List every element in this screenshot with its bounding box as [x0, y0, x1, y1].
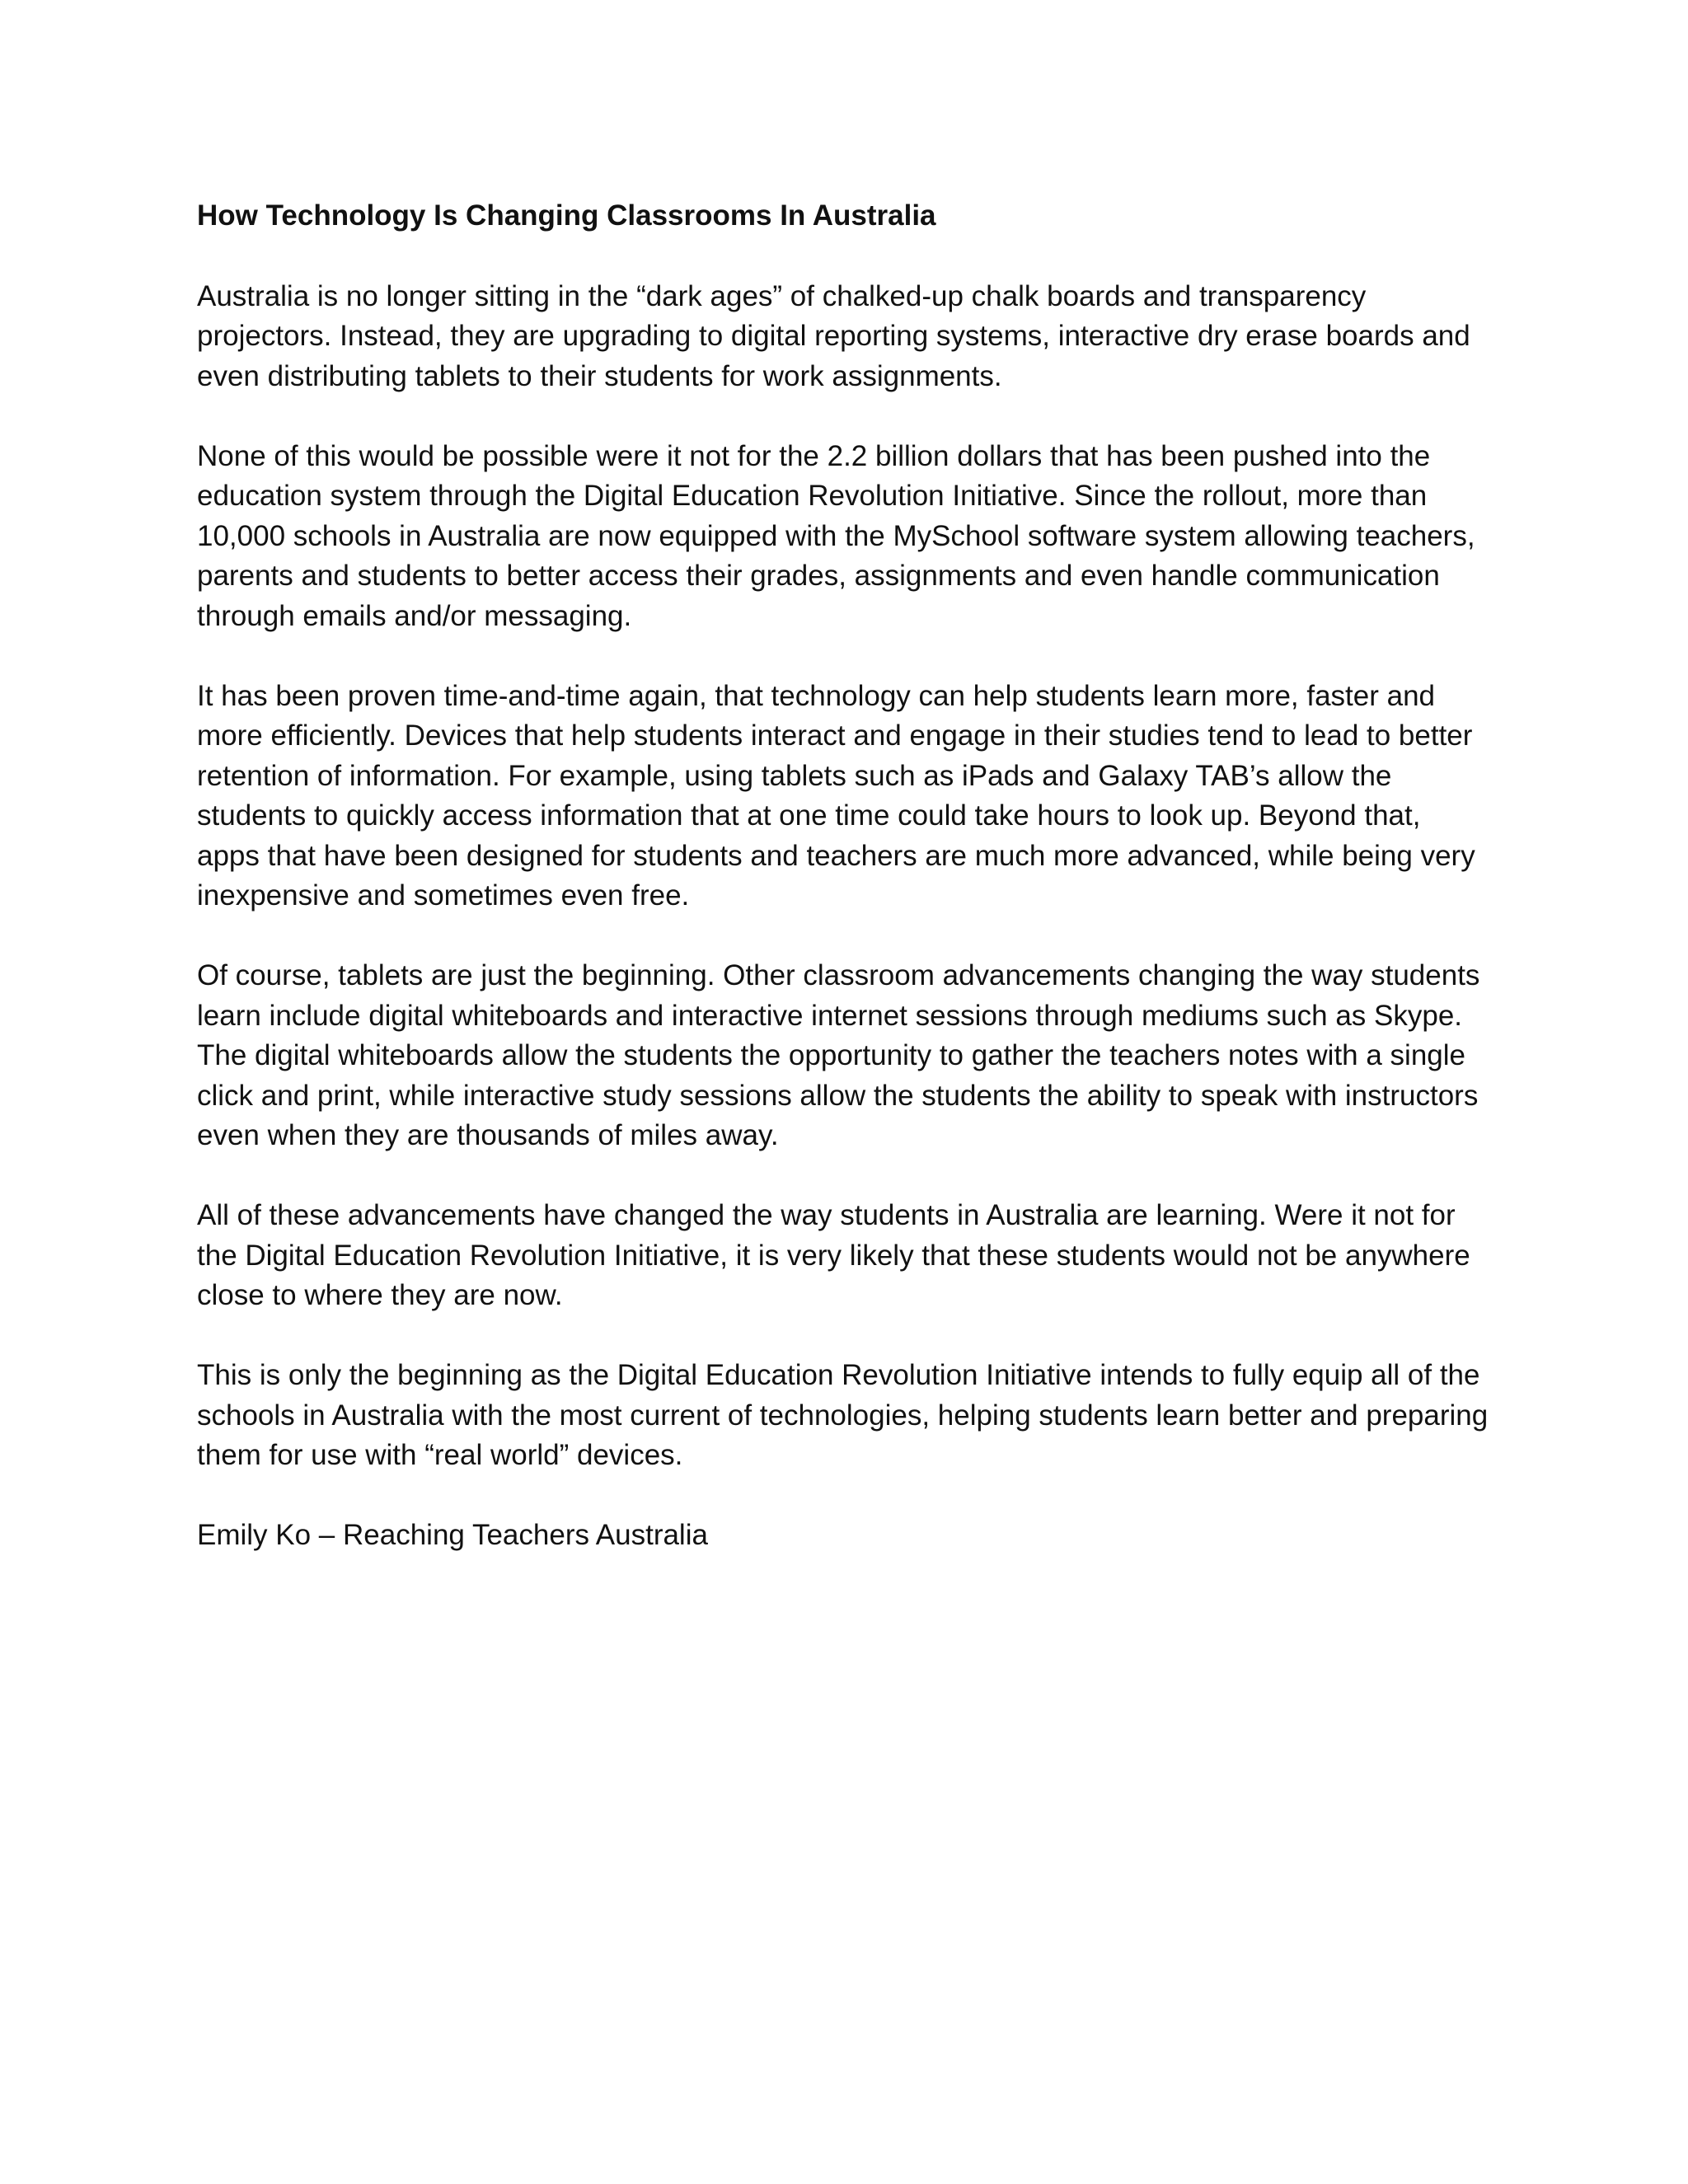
- paragraph-tablets: It has been proven time-and-time again, that technology can help students learn more, faster and more efficiently. Devices that help students interact and engage in their studies tend to lead to better retention of information. For example, using tablets such as iPads and Galaxy TAB’s allow the students to quickly access information that at one time could take hours to look up. Beyond that, apps that have been designed for students and teachers are much more advanced, while being very inexpensive and sometimes even free.: [197, 679, 1475, 912]
- paragraph-conclusion: This is only the beginning as the Digital Education Revolution Initiative intends to fully equip all of the schools in Australia with the most current of technologies, helping students learn better and preparing them for use with “real world” devices.: [197, 1359, 1489, 1471]
- paragraph-advancements: All of these advancements have changed the way students in Australia are learning. Were it not for the Digital Education Revolution Initiative, it is very likely that these students would not be anywhere close to where they are now.: [197, 1199, 1470, 1311]
- document-body: [197, 196, 1491, 1556]
- paragraph-funding: None of this would be possible were it not for the 2.2 billion dollars that has been pushed into the education system through the Digital Education Revolution Initiative. Since the rollout, more than 10,000 schools in Australia are now equipped with the MySchool software system allowing teachers, parents and students to better access their grades, assignments and even handle communication through emails and/or messaging.: [197, 439, 1475, 632]
- paragraph-whiteboards: Of course, tablets are just the beginning. Other classroom advancements changing the way students learn include digital whiteboards and interactive internet sessions through mediums such as Skype. The digital whiteboards allow the students the opportunity to gather the teachers notes with a single click and print, while interactive study sessions allow the students the ability to speak with instructors even when they are thousands of miles away.: [197, 959, 1480, 1151]
- paragraph-intro: Australia is no longer sitting in the “dark ages” of chalked-up chalk boards and transparency projectors. Instead, they are upgrading to digital reporting systems, interactive dry erase boards and even distributing tablets to their students for work assignments.: [197, 279, 1470, 392]
- author-signature: Emily Ko – Reaching Teachers Australia: [197, 1519, 708, 1551]
- document-title: How Technology Is Changing Classrooms In Australia: [197, 199, 936, 232]
